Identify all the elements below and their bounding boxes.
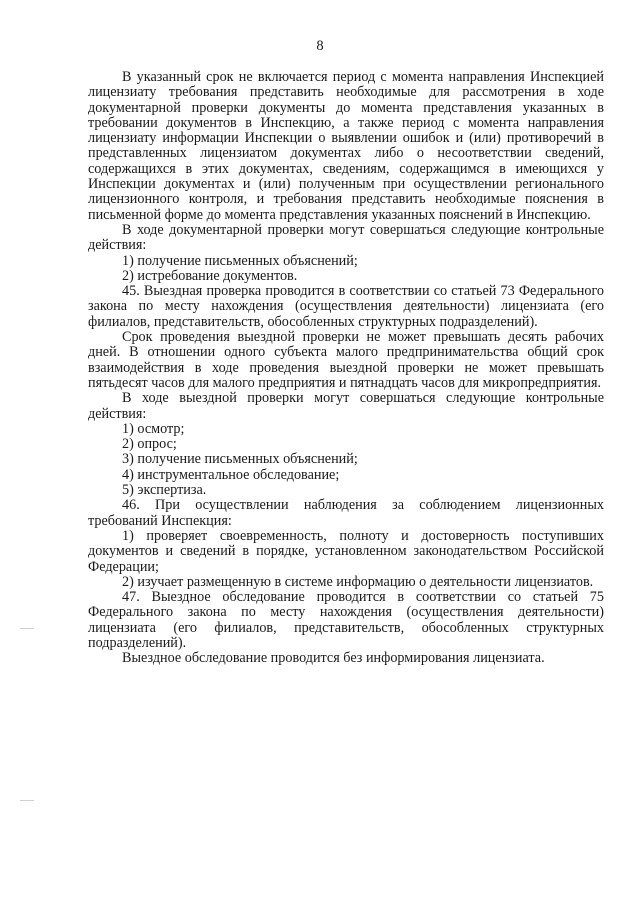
list-item-document-request: 2) истребование документов. xyxy=(122,267,298,284)
scan-margin-mark xyxy=(20,800,34,801)
list-item-instrumental-examination: 4) инструментальное обследование; xyxy=(122,466,340,483)
paragraph-onsite-duration: Срок проведения выездной проверки не может превышать десять рабочих дней. В отношении одного субъекта малого предпринимательства общий срок взаимодействия в ходе проведения выездной проверки не может превышать пятьдесят часов для малого предприятия и пятнадцать часов для микропредприятия. xyxy=(88,329,604,391)
list-item-studies-information: 2) изучает размещенную в системе информацию о деятельности лицензиатов. xyxy=(122,573,594,590)
paragraph-45-onsite-inspection: 45. Выездная проверка проводится в соответствии со статьей 73 Федерального закона по месту нахождения (осуществления деятельности) лицензиата (его филиалов, представительств, обособленных структурных подразделений). xyxy=(88,283,604,330)
page-number: 8 xyxy=(316,38,324,54)
paragraph-47-onsite-survey: 47. Выездное обследование проводится в соответствии со статьей 75 Федерального закона по месту нахождения (осуществления деятельности) лицензиата (его филиалов, представительств, обособленных структурных подразделений). xyxy=(88,589,604,651)
list-item-survey: 2) опрос; xyxy=(122,436,177,453)
list-item-written-explanations-2: 3) получение письменных объяснений; xyxy=(122,451,358,468)
paragraph-46-monitoring: 46. При осуществлении наблюдения за соблюдением лицензионных требований Инспекция: xyxy=(88,497,604,529)
paragraph-documentary-actions-intro: В ходе документарной проверки могут совершаться следующие контрольные действия: xyxy=(88,221,604,254)
paragraph-onsite-actions-intro: В ходе выездной проверки могут совершаться следующие контрольные действия: xyxy=(88,390,604,422)
paragraph-survey-without-notice: Выездное обследование проводится без информирования лицензиата. xyxy=(122,650,545,667)
document-body xyxy=(88,70,604,667)
paragraph-period-exclusion: В указанный срок не включается период с момента направления Инспекцией лицензиату требования представить необходимые для рассмотрения в ходе документарной проверки документы до момента представления указанных в требовании документов в Инспекцию, а также период с момента направления лицензиату информации Инспекции о выявлении ошибок и (или) противоречий в представленных лицензиатом документах либо о несоответствии сведений, содержащихся в этих документах, сведениям, содержащимся в имеющихся у Инспекции документах и (или) полученным при осуществлении регионального лицензионного контроля, и требования представить необходимые пояснения в письменной форме до момента представления указанных пояснений в Инспекцию. xyxy=(88,69,604,223)
list-item-written-explanations: 1) получение письменных объяснений; xyxy=(122,252,358,269)
list-item-inspection: 1) осмотр; xyxy=(122,420,185,437)
scan-margin-mark xyxy=(20,628,34,629)
list-item-checks-documents: 1) проверяет своевременность, полноту и достоверность поступивших документов и сведений в порядке, установленном законодательством Российской Федерации; xyxy=(88,527,604,575)
list-item-expertise: 5) экспертиза. xyxy=(122,482,207,499)
